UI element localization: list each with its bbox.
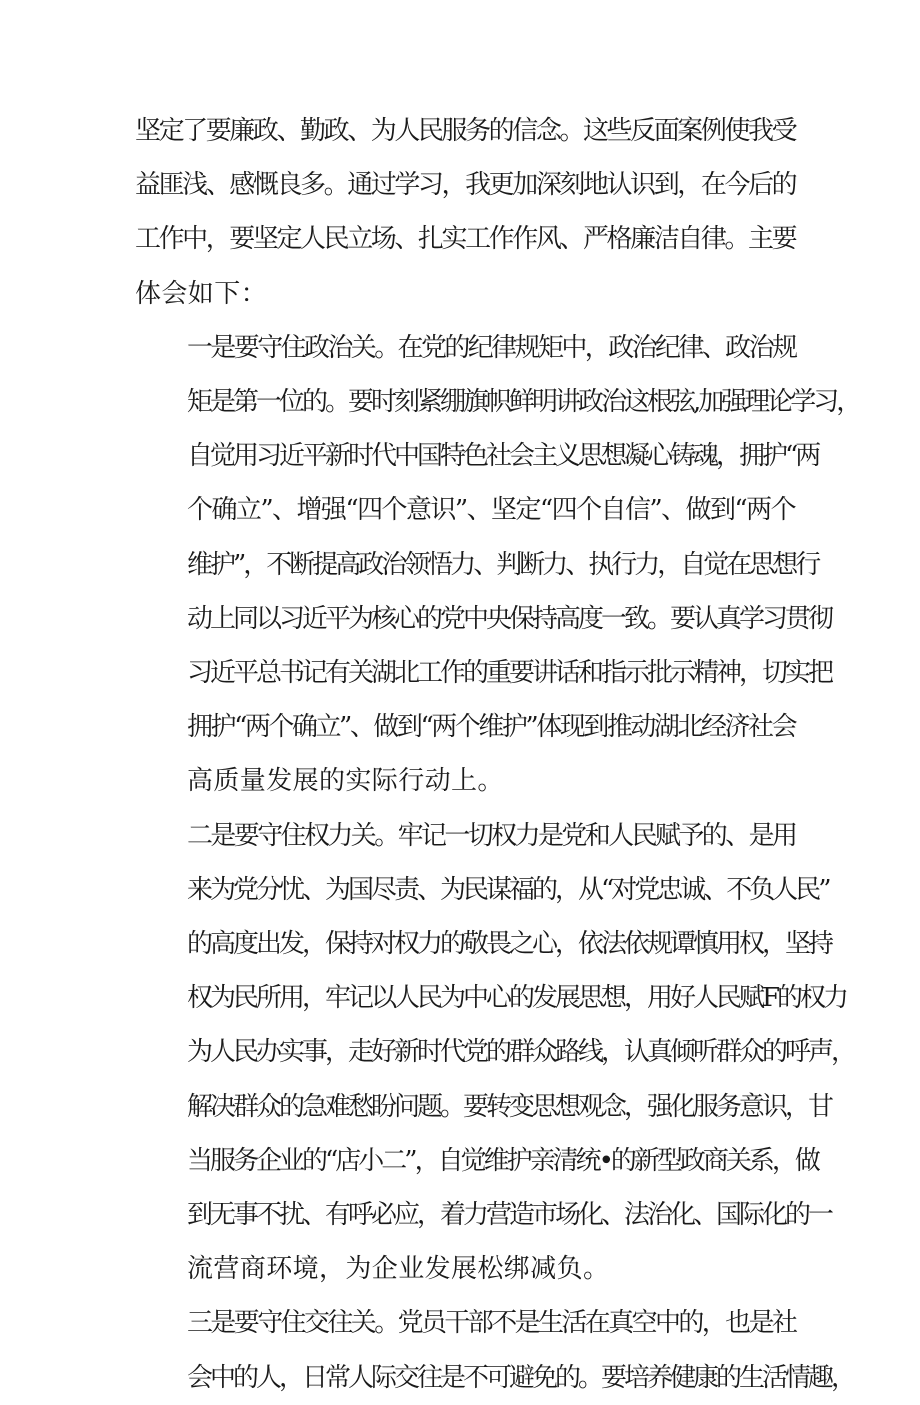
text-line: 一是要守住政治关。在党的纪律规矩中，政治纪律、政治规: [187, 332, 795, 363]
text-line: 解决群众的急难愁盼问题。要转变思想观念，强化服务意识，甘: [187, 1091, 832, 1122]
text-line: 工作中，要坚定人民立场、扎实工作作风、严格廉洁自律。主要: [135, 224, 795, 255]
text-line: 益匪浅、感慨良多。通过学习，我更加深刻地认识到，在今后的: [135, 170, 795, 201]
text-line: 到无事不扰、有呼必应，着力营造市场化、法治化、国际化的一: [187, 1200, 832, 1231]
text-line: 体会如下：: [135, 278, 268, 309]
paragraph-intro: [135, 104, 795, 321]
text-line: 高质量发展的实际行动上。: [187, 766, 504, 797]
text-line: 维护”，不断提高政治领悟力、判断力、执行力，自觉在思想行: [187, 549, 819, 580]
paragraph-social: [135, 1296, 855, 1404]
paragraph-political: [135, 321, 860, 809]
paragraph-power: [135, 809, 855, 1297]
text-line: 矩是第一位的。要时刻紧绷旗帜鲜明讲政治这根弦,加强理论学习，: [187, 387, 860, 418]
text-line: 习近平总书记有关湖北工作的重要讲话和指示批示精神，切实把: [187, 658, 832, 689]
text-line: 动上同以习近平为核心的党中央保持高度一致。要认真学习贯彻: [187, 603, 832, 634]
text-line: 权为民所用，牢记以人民为中心的发展思想，用好人民赋F的权力: [187, 983, 847, 1014]
text-line: 二是要守住权力关。牢记一切权力是党和人民赋予的、是用: [187, 820, 795, 851]
text-line: 个确立”、增强“四个意识”、坚定“四个自信”、做到“两个: [187, 495, 795, 526]
text-line: 当服务企业的“店小二”，自觉维护亲清统•的新型政商关系，做: [187, 1145, 818, 1176]
text-line: 自觉用习近平新时代中国特色社会主义思想凝心铸魂，拥护“两: [187, 441, 819, 472]
text-line: 为人民办实事，走好新时代党的群众路线，认真倾听群众的呼声，: [187, 1037, 855, 1068]
text-line: 的高度出发，保持对权力的敬畏之心，依法依规谭慎用权，坚持: [187, 929, 832, 960]
text-line: 三是要守住交往关。党员干部不是生活在真空中的，也是社: [187, 1308, 795, 1339]
text-line: 来为党分忧、为国尽责、为民谋福的，从“对党忠诚、不负人民”: [187, 874, 829, 905]
document-body: [135, 104, 860, 1405]
text-line: 流营商环境，为企业发展松绑减负。: [187, 1254, 610, 1285]
text-line: 坚定了要廉政、勤政、为人民服务的信念。这些反面案例使我受: [135, 116, 795, 146]
text-line: 拥护“两个确立”、做到“两个维护”体现到推动湖北经济社会: [187, 712, 795, 743]
text-line: 会中的人，日常人际交往是不可避免的。要培养健康的生活情趣，: [187, 1362, 855, 1393]
